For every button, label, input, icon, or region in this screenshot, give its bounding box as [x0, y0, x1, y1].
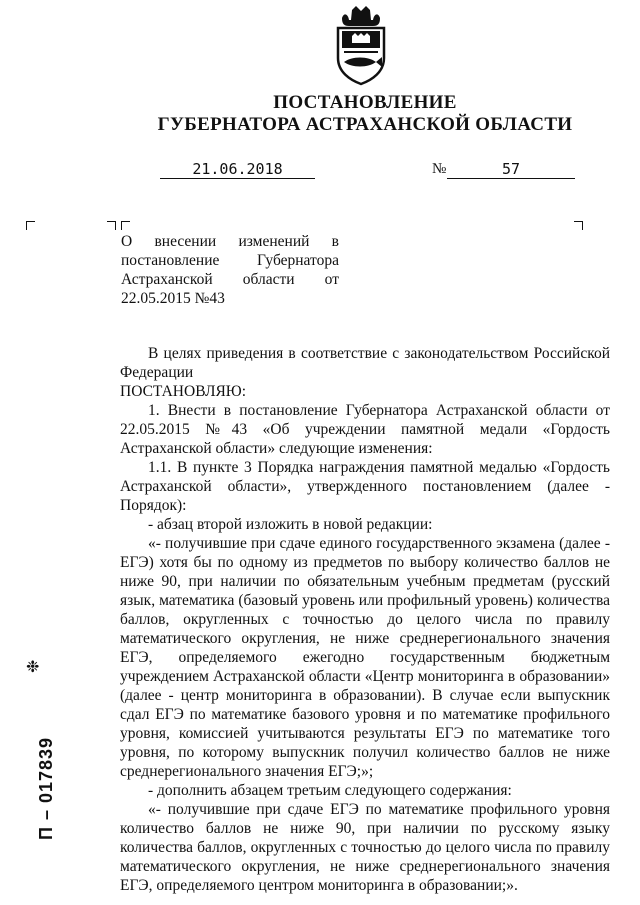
document-title-line2: ГУБЕРНАТОРА АСТРАХАНСКОЙ ОБЛАСТИ — [157, 114, 573, 135]
body-paragraph: - дополнить абзацем третьим следующего содержания: — [148, 782, 512, 799]
asterisk-icon: ❉ — [26, 657, 40, 676]
body-paragraph: «- получившие при сдаче ЕГЭ по математике профильного уровня количество баллов не ниже 90, при наличии по русскому языку количества баллов, округленных с точностью до целого числа по правилу математического округления, не ниже среднерегионального значения ЕГЭ, определяемого центром мониторинга в образовании;». — [120, 801, 610, 894]
document-title-line1: ПОСТАНОВЛЕНИЕ — [273, 92, 457, 113]
serial-number: П – 017839 — [36, 736, 56, 840]
body-paragraph: - абзац второй изложить в новой редакции: — [148, 516, 433, 533]
body-decree: ПОСТАНОВЛЯЮ: — [120, 383, 247, 400]
document-subject: О внесении изменений в постановление Губернатора Астраханской области от 22.05.2015 №43 — [121, 233, 339, 307]
side-serial-mark — [14, 640, 74, 840]
corner-mark — [574, 221, 583, 230]
body-paragraph: «- получившие при сдаче единого государственного экзамена (далее - ЕГЭ) хотя бы по одному из предметов по выбору количество баллов не ниже 90, при наличии по обязательным учебным предметам (русский язык, математика (базовый уровень или профильный уровень) количества баллов, округленных с точностью до целого числа по правилу математического округления, не ниже среднерегионального значения ЕГЭ, определяемого ежегодно государственным бюджетным учреждением Астраханской области «Центр мониторинга в образовании» (далее - центр мониторинга в образовании). В случае если выпускник сдал ЕГЭ по математике базового уровня и по математике профильного уровня, комиссией учитываются результаты ЕГЭ по математике того уровня, по которому выпускник получил количество баллов не ниже среднерегионального значения ЕГЭ;»; — [120, 535, 610, 780]
body-paragraph: 1.1. В пункте 3 Порядка награждения памятной медалью «Гордость Астраханской области», утвержденного постановлением (далее - Порядок): — [120, 459, 610, 514]
coat-of-arms-icon — [332, 6, 390, 86]
body-paragraph: 1. Внести в постановление Губернатора Астраханской области от 22.05.2015 №43 «Об учреждении памятной медали «Гордость Астраханской области» следующие изменения: — [120, 402, 610, 457]
number-label: № — [432, 161, 447, 177]
document-number: 57 — [447, 160, 575, 179]
body-intro: В целях приведения в соответствие с законодательством Российской Федерации — [120, 345, 610, 381]
document-body — [120, 344, 610, 895]
corner-mark — [107, 221, 116, 230]
corner-mark — [26, 221, 35, 230]
document-date: 21.06.2018 — [160, 160, 315, 179]
corner-mark — [121, 221, 130, 230]
